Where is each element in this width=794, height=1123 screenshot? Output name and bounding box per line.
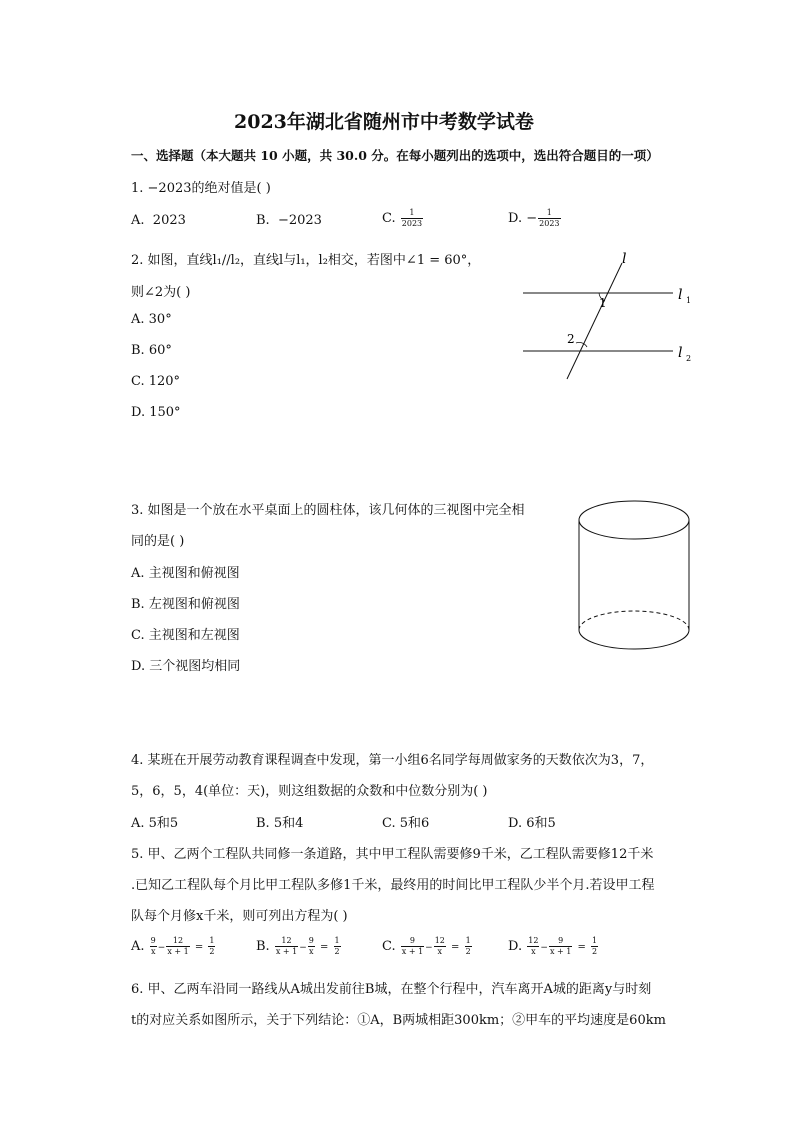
label-l1: l [678, 287, 683, 303]
question-2-option-c: C. 120° [131, 374, 181, 389]
question-2-option-a: A. 30° [131, 312, 172, 327]
question-2-option-b: B. 60° [131, 343, 172, 358]
question-4-option-c: C. 5和6 [382, 816, 430, 831]
fraction-numerator: 12 [275, 936, 298, 947]
fraction-denominator: 2 [592, 947, 598, 956]
fraction [465, 936, 472, 957]
cylinder-bottom-front [579, 630, 689, 649]
fraction-denominator: x [531, 947, 536, 956]
question-6-stem-line2: t的对应关系如图所示，关于下列结论：①A，B两城相距300km；②甲车的平均速度是60km [131, 1013, 666, 1028]
option-label: C. [382, 211, 396, 226]
question-3-option-b: B. 左视图和俯视图 [131, 597, 240, 612]
fraction-denominator: x [437, 947, 443, 956]
fraction-numerator: 12 [166, 936, 189, 947]
question-4-stem-line1: 4. 某班在开展劳动教育课程调查中发现，第一小组6名同学每周做家务的天数依次为3，7， [131, 753, 654, 768]
question-1-stem: 1. −2023的绝对值是( ) [131, 181, 271, 196]
option-text: 2023 [152, 213, 186, 228]
question-5-option-c [382, 936, 473, 957]
angle-2-arc [576, 342, 587, 347]
option-label: A. [131, 213, 145, 228]
equals: = [194, 942, 204, 953]
fraction-denominator: 2 [465, 947, 471, 956]
question-3-option-d: D. 三个视图均相同 [131, 659, 241, 674]
cylinder-figure [574, 496, 698, 666]
section-heading: 一、选择题（本大题共 10 小题，共 30.0 分。在每小题列出的选项中，选出符合题目的一项） [131, 148, 659, 163]
question-2-option-d: D. 150° [131, 405, 181, 420]
fraction-denominator: x + 1 [167, 947, 189, 956]
question-6-stem-line1: 6. 甲、乙两车沿同一路线从A城出发前往B城，在整个行程中，汽车离开A城的距离y与时刻 [131, 982, 652, 997]
fraction [275, 936, 298, 957]
question-5-stem-line3: 队每个月修x千米，则可列出方程为( ) [131, 909, 348, 924]
question-1-option-c [382, 208, 424, 229]
angle-2-label: 2 [567, 332, 575, 346]
option-label: D. [508, 211, 523, 226]
fraction-numerator: 1 [334, 936, 340, 945]
operator: − [425, 943, 433, 953]
question-3-stem-line2: 同的是( ) [131, 534, 185, 549]
label-l2-sub: 2 [686, 354, 692, 363]
equals: = [451, 942, 460, 953]
question-3-option-a: A. 主视图和俯视图 [131, 566, 240, 581]
line-l [567, 263, 622, 379]
fraction-denominator: x + 1 [401, 947, 424, 956]
fraction-denominator: x + 1 [275, 947, 298, 956]
operator: − [157, 943, 166, 953]
option-label: B. [256, 213, 270, 228]
fraction [334, 936, 341, 957]
fraction-denominator: x [309, 947, 314, 956]
equals: = [320, 942, 329, 953]
fraction [527, 936, 539, 957]
fraction-numerator: 1 [401, 208, 423, 219]
fraction-numerator: 9 [150, 936, 156, 945]
fraction-denominator: x + 1 [549, 947, 572, 956]
question-4-option-a: A. 5和5 [131, 816, 179, 831]
parallel-lines-figure [515, 245, 705, 385]
fraction-numerator: 1 [465, 936, 471, 945]
fraction-denominator: 2 [334, 947, 340, 956]
question-4-option-b: B. 5和4 [256, 816, 304, 831]
question-4-option-d: D. 6和5 [508, 816, 556, 831]
option-text: −2023 [277, 213, 322, 228]
fraction [308, 936, 315, 957]
fraction-numerator: 9 [308, 936, 314, 945]
operator: − [299, 943, 307, 953]
fraction [208, 936, 215, 957]
option-label: C. [382, 939, 396, 954]
fraction-denominator: x [150, 947, 156, 956]
question-3-option-c: C. 主视图和左视图 [131, 628, 240, 643]
fraction [150, 936, 157, 957]
question-3-stem-line1: 3. 如图是一个放在水平桌面上的圆柱体，该几何体的三视图中完全相 [131, 503, 525, 518]
fraction [549, 936, 572, 957]
fraction-numerator: 1 [592, 936, 598, 945]
cylinder-bottom-hidden [579, 611, 689, 630]
question-2-stem-line2: 则∠2为( ) [131, 285, 191, 300]
question-4-stem-line2: 5，6，5，4(单位：天)，则这组数据的众数和中位数分别为( ) [131, 784, 488, 799]
fraction-numerator: 9 [549, 936, 572, 947]
equals: = [577, 942, 586, 953]
question-5-option-d [508, 936, 599, 957]
question-1-option-d [508, 208, 562, 229]
fraction-denominator: 2023 [539, 219, 560, 228]
fraction [401, 208, 423, 229]
option-label: B. [256, 939, 270, 954]
fraction-denominator: 2 [209, 947, 215, 956]
question-2-stem-line1: 2. 如图，直线l₁//l₂，直线l与l₁，l₂相交，若图中∠1 = 60°， [131, 253, 481, 268]
question-5-option-a [131, 936, 216, 957]
operator: − [540, 943, 548, 953]
fraction [538, 208, 560, 229]
question-1-option-a [131, 213, 186, 228]
option-label: A. [131, 939, 145, 954]
fraction [401, 936, 424, 957]
label-l2: l [678, 345, 683, 361]
fraction [434, 936, 446, 957]
fraction-numerator: 9 [401, 936, 424, 947]
fraction [591, 936, 598, 957]
label-l1-sub: 1 [686, 296, 692, 305]
fraction-denominator: 2023 [401, 219, 423, 228]
label-l: l [622, 251, 627, 267]
fraction-numerator: 12 [434, 936, 445, 945]
option-label: D. [508, 939, 523, 954]
fraction-numerator: 1 [538, 208, 560, 219]
question-5-stem-line1: 5. 甲、乙两个工程队共同修一条道路，其中甲工程队需要修9千米，乙工程队需要修12千米 [131, 847, 654, 862]
fraction [166, 936, 189, 957]
question-5-option-b [256, 936, 342, 957]
question-1-option-b [256, 213, 322, 228]
minus-sign: − [526, 211, 538, 226]
cylinder-top-ellipse [579, 501, 689, 539]
fraction-numerator: 1 [209, 936, 215, 945]
angle-1-label: 1 [599, 296, 607, 310]
page-title: 2023年湖北省随州市中考数学试卷 [234, 111, 534, 133]
fraction-numerator: 12 [528, 936, 539, 945]
question-5-stem-line2: .已知乙工程队每个月比甲工程队多修1千米，最终用的时间比甲工程队少半个月.若设甲工程 [131, 878, 655, 893]
